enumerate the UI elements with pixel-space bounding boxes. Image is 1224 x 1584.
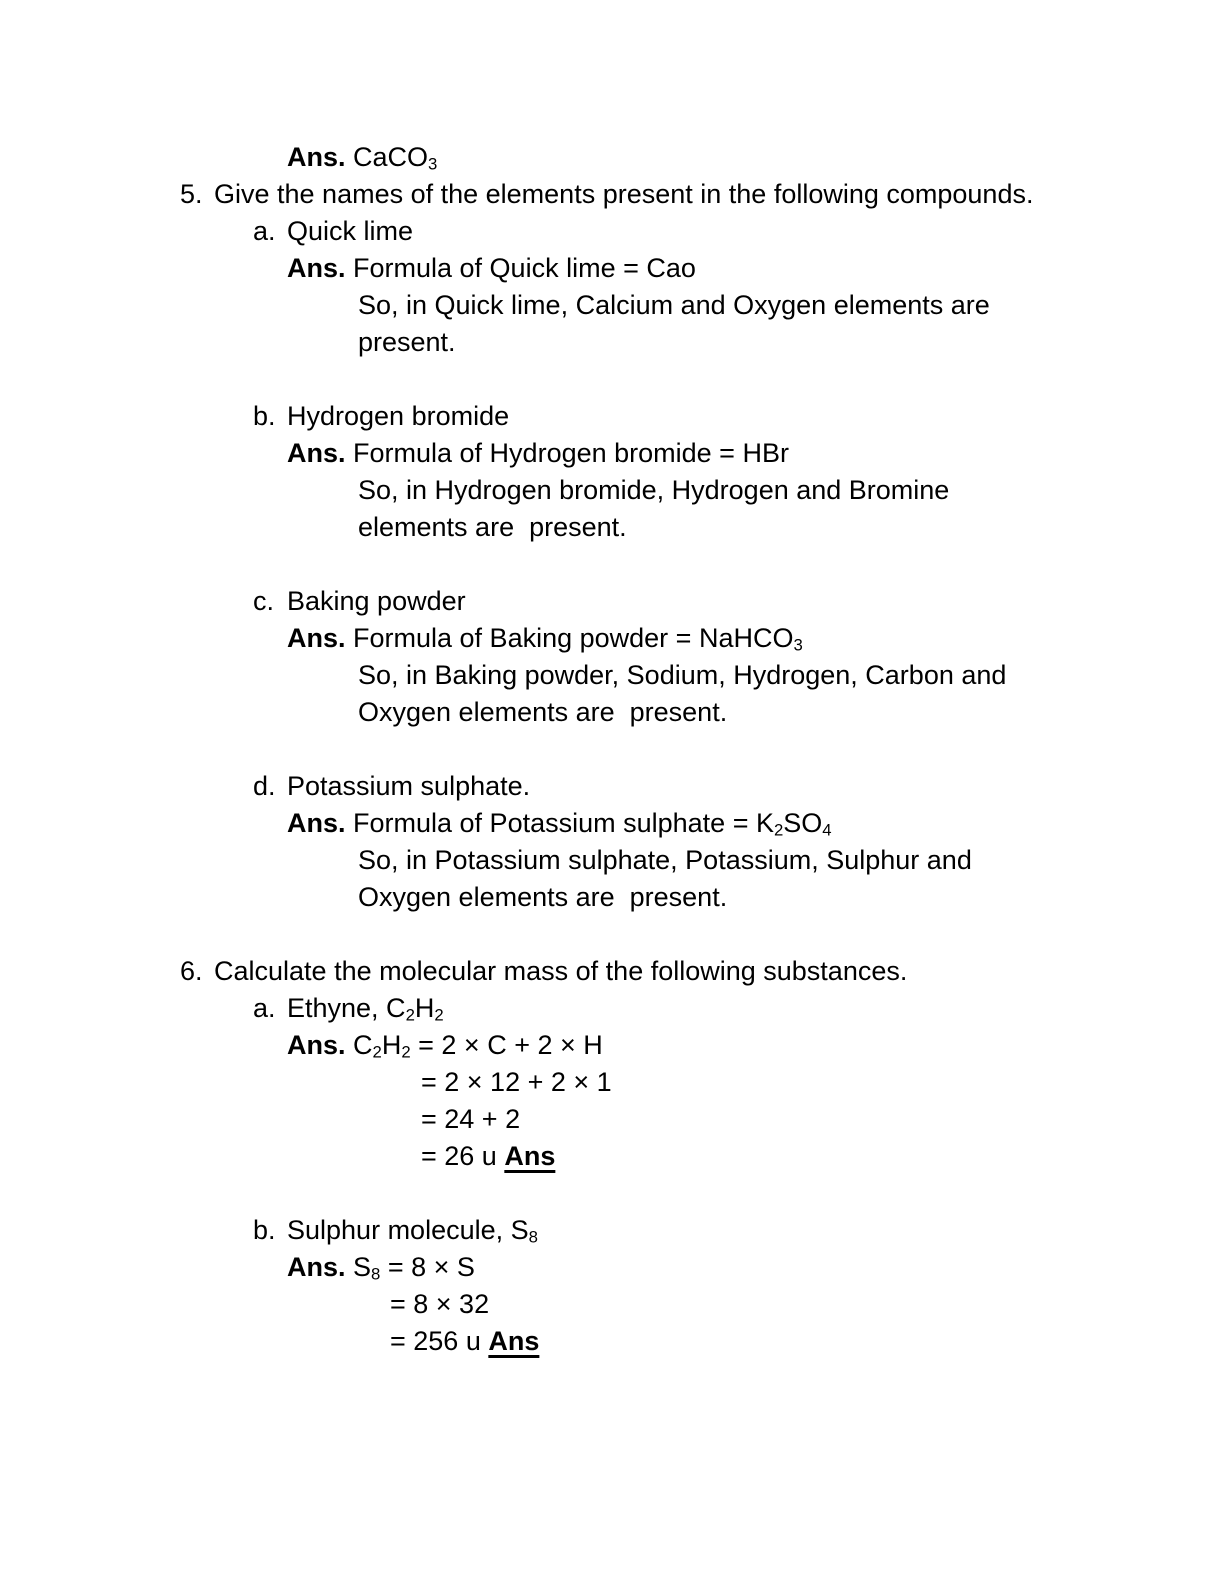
formula-text: CaCO [353, 142, 429, 172]
formula-text: H [381, 1030, 402, 1060]
formula-text: Formula of Baking powder = NaHCO [353, 623, 794, 653]
explanation-line [0, 472, 1224, 509]
ans-word: Ans [504, 1141, 556, 1171]
item-title-line [0, 583, 1224, 620]
item-letter: a. [253, 993, 276, 1023]
explanation-text: So, in Baking powder, Sodium, Hydrogen, Carbon and [358, 660, 1007, 690]
answer-formula-line [0, 435, 1224, 472]
calculation-line [0, 1027, 1224, 1064]
result-value: = 26 u [421, 1141, 505, 1171]
formula-subscript: 8 [371, 1264, 381, 1284]
item-title: Potassium sulphate. [287, 771, 531, 801]
ans-label: Ans. [287, 623, 354, 653]
item-title-line [0, 990, 1224, 1027]
formula-subscript: 2 [773, 820, 784, 840]
equation-text: = 2 × 12 + 2 × 1 [421, 1067, 612, 1097]
explanation-line [0, 879, 1224, 916]
blank-line [0, 1175, 1224, 1212]
item-letter: a. [253, 216, 276, 246]
equation-text: = 8 × 32 [390, 1289, 490, 1319]
prev-answer-line [0, 139, 1224, 176]
formula-text: Formula of Quick lime = Cao [353, 253, 696, 283]
result-line [0, 1323, 1224, 1360]
question-5-heading [0, 176, 1224, 213]
explanation-line [0, 324, 1224, 361]
question-6-heading [0, 953, 1224, 990]
formula-text: Formula of Hydrogen bromide = HBr [353, 438, 789, 468]
explanation-line [0, 694, 1224, 731]
item-title: Baking powder [287, 586, 466, 616]
explanation-line [0, 509, 1224, 546]
calculation-line [0, 1249, 1224, 1286]
explanation-text: So, in Potassium sulphate, Potassium, Sulphur and [358, 845, 972, 875]
ans-label: Ans. [287, 438, 354, 468]
blank-line [0, 916, 1224, 953]
formula-text: C [353, 1030, 373, 1060]
explanation-line [0, 657, 1224, 694]
question-number: 6. [180, 956, 203, 986]
formula-subscript: 4 [822, 820, 832, 840]
formula-subscript: 2 [372, 1042, 382, 1062]
explanation-text: elements are present. [358, 512, 627, 542]
blank-line [0, 731, 1224, 768]
formula-subscript: 2 [405, 1005, 415, 1025]
explanation-text: present. [358, 327, 456, 357]
item-title: H [414, 993, 435, 1023]
answer-formula-line [0, 805, 1224, 842]
item-5d [0, 768, 1224, 916]
explanation-line [0, 287, 1224, 324]
question-number: 5. [180, 179, 203, 209]
question-text: Calculate the molecular mass of the following substances. [214, 956, 908, 986]
formula-subscript: 2 [401, 1042, 411, 1062]
answer-formula-line [0, 620, 1224, 657]
item-title: Hydrogen bromide [287, 401, 510, 431]
ans-label: Ans. [287, 1252, 354, 1282]
item-5a [0, 213, 1224, 361]
item-title-line [0, 768, 1224, 805]
result-line [0, 1138, 1224, 1175]
answer-formula-line [0, 250, 1224, 287]
blank-line [0, 546, 1224, 583]
formula-text: S [353, 1252, 372, 1282]
ans-label: Ans. [287, 142, 354, 172]
item-5c [0, 583, 1224, 731]
equation-text: = 24 + 2 [421, 1104, 521, 1134]
ans-label: Ans. [287, 1030, 354, 1060]
item-6a [0, 990, 1224, 1175]
item-title: Quick lime [287, 216, 414, 246]
explanation-text: So, in Hydrogen bromide, Hydrogen and Bromine [358, 475, 950, 505]
item-letter: b. [253, 401, 276, 431]
item-letter: b. [253, 1215, 276, 1245]
explanation-text: So, in Quick lime, Calcium and Oxygen elements are [358, 290, 990, 320]
item-title: Sulphur molecule, S [287, 1215, 529, 1245]
question-6-block [0, 953, 1224, 1360]
item-title: Ethyne, C [287, 993, 406, 1023]
question-5-block [0, 176, 1224, 953]
item-title-line [0, 398, 1224, 435]
formula-text: SO [783, 808, 823, 838]
result-value: = 256 u [390, 1326, 489, 1356]
formula-subscript: 8 [528, 1227, 538, 1247]
ans-word: Ans [488, 1326, 540, 1356]
item-6b [0, 1212, 1224, 1360]
calculation-line [0, 1101, 1224, 1138]
equation-text: = 2 × C + 2 × H [410, 1030, 603, 1060]
calculation-line [0, 1064, 1224, 1101]
blank-line [0, 361, 1224, 398]
formula-subscript: 3 [428, 154, 438, 174]
item-letter: c. [253, 586, 275, 616]
item-title-line [0, 1212, 1224, 1249]
item-5b [0, 398, 1224, 546]
item-title-line [0, 213, 1224, 250]
formula-subscript: 3 [793, 635, 803, 655]
equation-text: = 8 × S [380, 1252, 475, 1282]
calculation-line [0, 1286, 1224, 1323]
ans-label: Ans. [287, 808, 354, 838]
item-letter: d. [253, 771, 276, 801]
explanation-text: Oxygen elements are present. [358, 697, 728, 727]
formula-text: Formula of Potassium sulphate = K [353, 808, 774, 838]
explanation-text: Oxygen elements are present. [358, 882, 728, 912]
ans-label: Ans. [287, 253, 354, 283]
formula-subscript: 2 [434, 1005, 444, 1025]
explanation-line [0, 842, 1224, 879]
question-text: Give the names of the elements present in the following compounds. [214, 179, 1034, 209]
